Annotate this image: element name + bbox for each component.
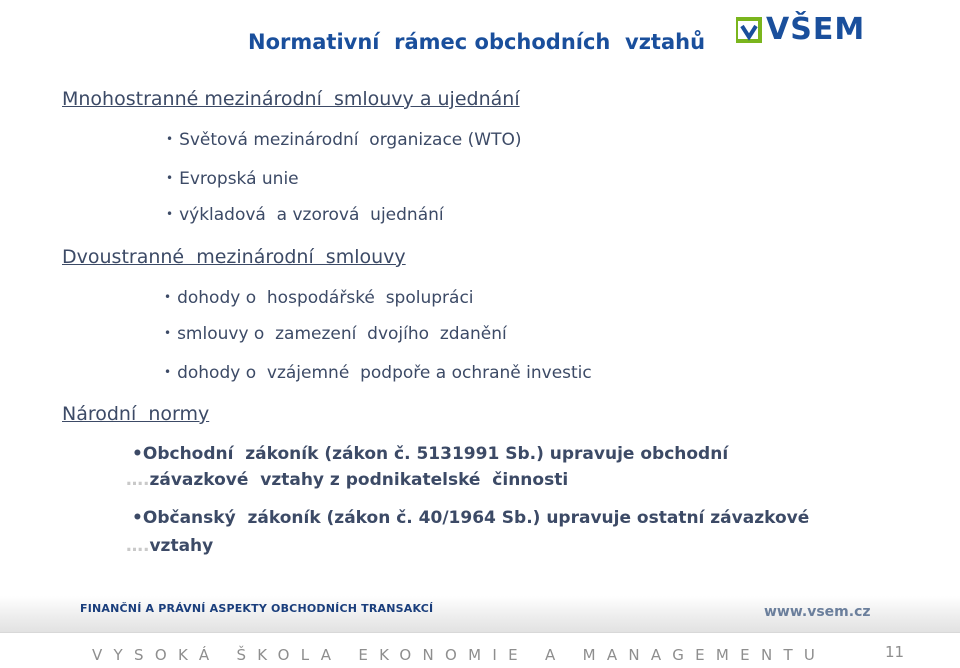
heading-national: Národní normy [62,403,210,425]
list-item: • Evropská unie [166,169,299,189]
footer-url: www.vsem.cz [764,604,871,620]
school-name: VYSOKÁ ŠKOLA EKONOMIE A MANAGEMENTU [92,646,827,664]
footer-divider [0,632,960,633]
vsem-logo [736,12,866,48]
list-item: • dohody o hospodářské spolupráci [164,288,474,308]
list-item: •Obchodní zákoník (zákon č. 5131991 Sb.) upravuje obchodní [132,444,729,464]
footer-course-title: FINANČNÍ A PRÁVNÍ ASPEKTY OBCHODNÍCH TRANSAKCÍ [80,602,434,615]
heading-multilateral: Mnohostranné mezinárodní smlouvy a ujednání [62,88,520,110]
slide-title: Normativní rámec obchodních vztahů [248,30,706,54]
list-item: • smlouvy o zamezení dvojího zdanění [164,324,507,344]
vsem-logo-icon [736,16,762,44]
list-item: • Světová mezinárodní organizace (WTO) [166,130,522,150]
list-item: • dohody o vzájemné podpoře a ochraně investic [164,363,592,383]
list-item-continuation: ….vztahy [126,536,214,556]
heading-bilateral: Dvoustranné mezinárodní smlouvy [62,246,406,268]
list-item-continuation: ….závazkové vztahy z podnikatelské činnosti [126,470,569,490]
list-item: • výkladová a vzorová ujednání [166,205,444,225]
page-number: 11 [885,643,905,661]
logo-text: VŠEM [766,12,866,47]
list-item: •Občanský zákoník (zákon č. 40/1964 Sb.) upravuje ostatní závazkové [132,508,810,528]
